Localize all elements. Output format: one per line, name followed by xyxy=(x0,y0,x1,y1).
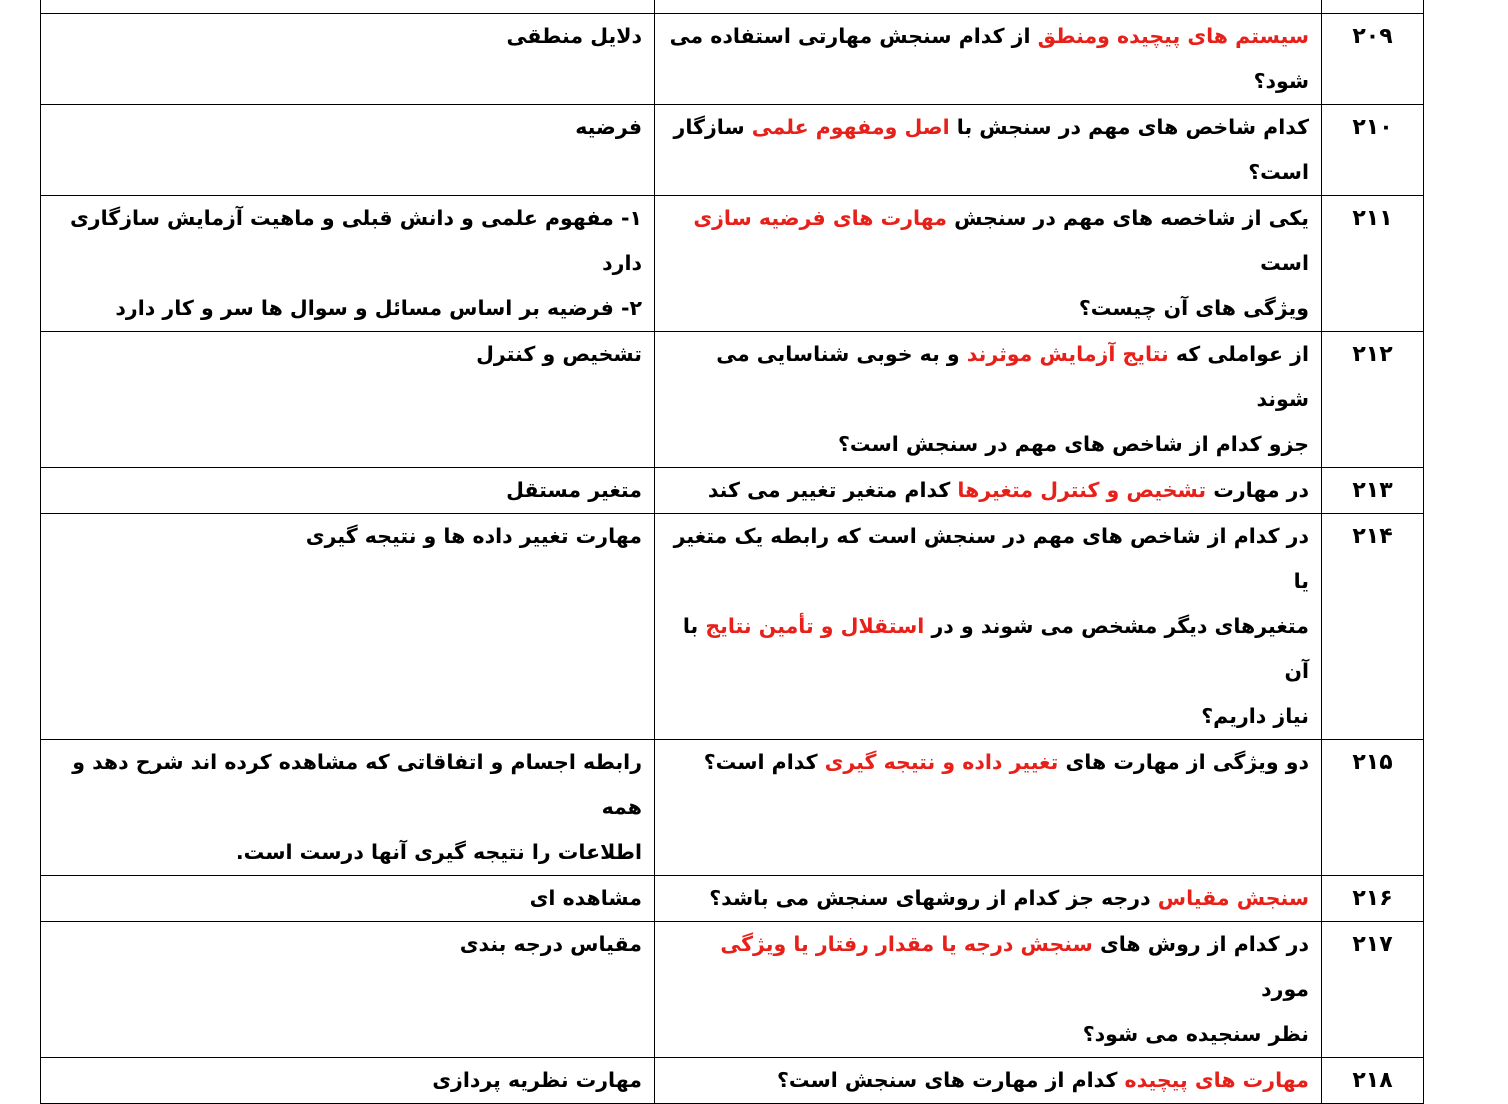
question-cell xyxy=(655,0,1322,14)
answer-cell xyxy=(41,196,655,332)
answer-cell xyxy=(41,1058,655,1104)
question-text: متغیرهای دیگر مشخص می شوند و در xyxy=(924,614,1309,638)
question-line xyxy=(669,694,1309,739)
question-text: است xyxy=(1260,251,1309,275)
table-row xyxy=(41,1058,1424,1104)
answer-text: مشاهده ای xyxy=(529,886,642,910)
question-line xyxy=(669,1058,1309,1103)
answer-text: رابطه اجسام و اتفاقاتی که مشاهده کرده اند شرح دهد و همه xyxy=(72,750,642,819)
question-highlight: تغییر داده و نتیجه گیری xyxy=(824,750,1059,774)
question-line xyxy=(669,105,1309,150)
question-text: درجه جز کدام از روشهای سنجش می باشد؟ xyxy=(709,886,1158,910)
question-text: در مهارت xyxy=(1206,478,1309,502)
question-line xyxy=(669,286,1309,331)
row-number: ۲۱۴ xyxy=(1322,514,1424,740)
answer-cell xyxy=(41,332,655,468)
table-row xyxy=(41,468,1424,514)
question-text: کدام متغیر تغییر می کند xyxy=(707,478,958,502)
question-line xyxy=(669,604,1309,694)
question-cell xyxy=(655,196,1322,332)
question-highlight: تشخیص و کنترل متغیرها xyxy=(957,478,1207,502)
table-row xyxy=(41,922,1424,1058)
question-line xyxy=(669,740,1309,785)
row-number xyxy=(1322,0,1424,14)
question-text: مورد xyxy=(1261,977,1309,1001)
answer-text: ۱- مفهوم علمی و دانش قبلی و ماهیت آزمایش سازگاری دارد xyxy=(69,206,642,275)
table-row xyxy=(41,105,1424,196)
question-highlight: مهارت های پیچیده xyxy=(1117,1068,1309,1092)
question-text: کدام از مهارت های سنجش است؟ xyxy=(776,1068,1118,1092)
question-text: با آن xyxy=(682,614,1309,683)
row-number: ۲۱۱ xyxy=(1322,196,1424,332)
answer-text: متغیر مستقل xyxy=(506,478,642,502)
row-number: ۲۱۷ xyxy=(1322,922,1424,1058)
question-line xyxy=(669,876,1309,921)
answer-text: مهارت تغییر داده ها و نتیجه گیری xyxy=(305,524,642,548)
question-line xyxy=(669,14,1309,59)
row-number: ۲۱۳ xyxy=(1322,468,1424,514)
question-text: ویژگی های آن چیست؟ xyxy=(1078,296,1309,320)
answer-cell xyxy=(41,740,655,876)
answer-cell xyxy=(41,922,655,1058)
question-cell xyxy=(655,14,1322,105)
question-highlight: سنجش مقیاس xyxy=(1157,886,1309,910)
answer-cell xyxy=(41,468,655,514)
question-highlight: سیستم های پیچیده ومنطق xyxy=(1037,24,1309,48)
qa-table-body xyxy=(41,0,1424,1104)
question-line xyxy=(669,514,1309,604)
question-highlight: سنجش درجه یا مقدار رفتار یا ویژگی xyxy=(720,932,1093,956)
question-cell xyxy=(655,105,1322,196)
question-highlight: نتایج آزمایش موثرند xyxy=(966,342,1169,366)
question-line xyxy=(669,196,1309,286)
qa-table xyxy=(40,0,1424,1104)
question-cell xyxy=(655,468,1322,514)
table-row xyxy=(41,332,1424,468)
question-text: در کدام از شاخص های مهم در سنجش است که رابطه یک متغیر یا xyxy=(673,524,1309,593)
question-line xyxy=(669,922,1309,1012)
question-cell xyxy=(655,1058,1322,1104)
table-row xyxy=(41,196,1424,332)
row-number: ۲۰۹ xyxy=(1322,14,1424,105)
table-row xyxy=(41,514,1424,740)
question-line xyxy=(669,59,1309,104)
question-text: نظر سنجیده می شود؟ xyxy=(1082,1022,1309,1046)
question-text: و به خوبی شناسایی می شوند xyxy=(716,342,1309,411)
row-number: ۲۱۰ xyxy=(1322,105,1424,196)
answer-cell xyxy=(41,105,655,196)
answer-cell xyxy=(41,876,655,922)
question-line xyxy=(669,332,1309,422)
question-cell xyxy=(655,332,1322,468)
answer-text: دلایل منطقی xyxy=(506,24,642,48)
question-cell xyxy=(655,876,1322,922)
row-number: ۲۱۲ xyxy=(1322,332,1424,468)
table-row xyxy=(41,14,1424,105)
question-text: از کدام سنجش مهارتی استفاده می xyxy=(669,24,1038,48)
question-cell xyxy=(655,922,1322,1058)
row-number: ۲۱۶ xyxy=(1322,876,1424,922)
question-highlight: مهارت های فرضیه سازی xyxy=(693,206,947,230)
question-line xyxy=(669,150,1309,195)
table-row xyxy=(41,740,1424,876)
question-line xyxy=(669,422,1309,467)
question-text: یکی از شاخصه های مهم در سنجش xyxy=(946,206,1309,230)
question-cell xyxy=(655,740,1322,876)
question-text: از عواملی که xyxy=(1168,342,1309,366)
answer-text: مقیاس درجه بندی xyxy=(459,932,642,956)
table-row xyxy=(41,0,1424,14)
question-text: نیاز داریم؟ xyxy=(1201,704,1309,728)
answer-cell xyxy=(41,0,655,14)
question-line xyxy=(669,468,1309,513)
question-text: است؟ xyxy=(1248,160,1309,184)
answer-text: فرضیه xyxy=(575,115,642,139)
answer-text: ۲- فرضیه بر اساس مسائل و سوال ها سر و کار دارد xyxy=(115,296,642,320)
question-text: کدام شاخص های مهم در سنجش با xyxy=(949,115,1309,139)
answer-text: تشخیص و کنترل xyxy=(476,342,642,366)
question-text: دو ویژگی از مهارت های xyxy=(1058,750,1309,774)
question-text: در کدام از روش های xyxy=(1092,932,1309,956)
table-row xyxy=(41,876,1424,922)
answer-cell xyxy=(41,14,655,105)
question-text: شود؟ xyxy=(1253,69,1309,93)
row-number: ۲۱۵ xyxy=(1322,740,1424,876)
answer-cell xyxy=(41,514,655,740)
question-highlight: استقلال و تأمین نتایج xyxy=(705,614,925,638)
question-cell xyxy=(655,514,1322,740)
answer-text: مهارت نظریه پردازی xyxy=(432,1068,642,1092)
row-number: ۲۱۸ xyxy=(1322,1058,1424,1104)
question-text: سازگار xyxy=(673,115,752,139)
question-line xyxy=(669,1012,1309,1057)
question-text: کدام است؟ xyxy=(703,750,825,774)
answer-text: اطلاعات را نتیجه گیری آنها درست است. xyxy=(235,840,642,864)
question-highlight: اصل ومفهوم علمی xyxy=(751,115,950,139)
question-text: جزو کدام از شاخص های مهم در سنجش است؟ xyxy=(838,432,1309,456)
